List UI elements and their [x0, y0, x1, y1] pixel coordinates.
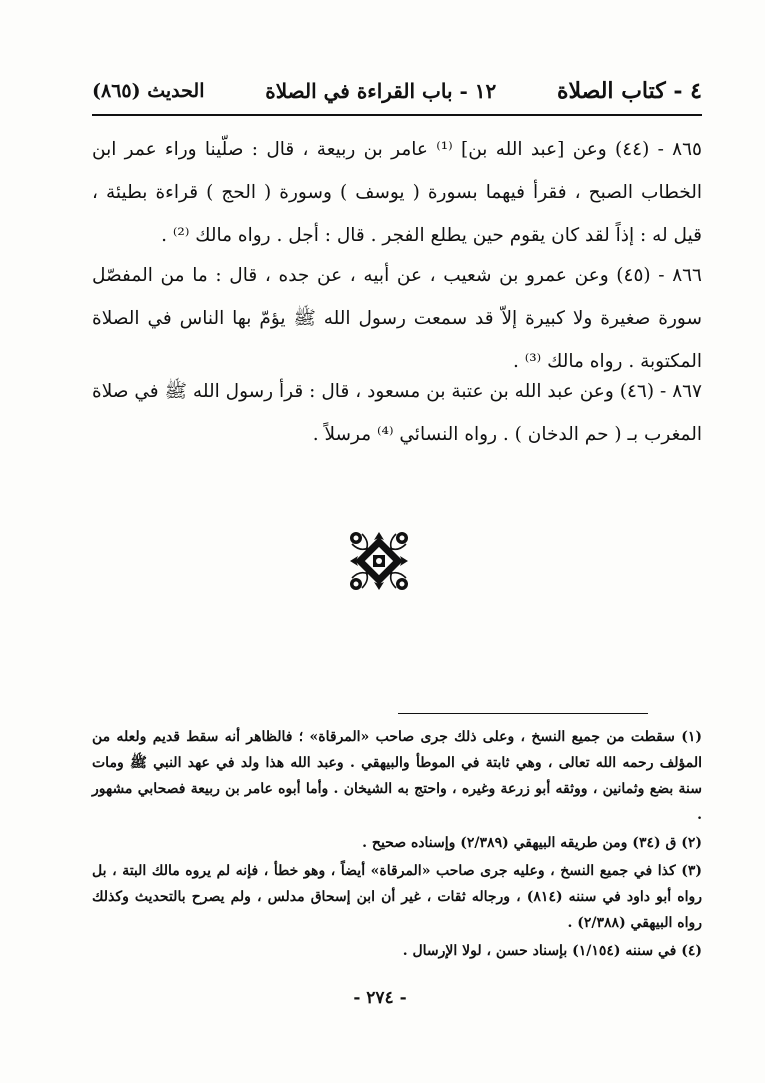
footnote-3: (٣) كذا في جميع النسخ ، وعليه جرى صاحب «المرقاة» أيضاً ، وهو خطأ ، فإنه لم يروه مالك البتة ، بل رواه أبو داود في سننه (٨١٤) ، ورجاله ثقات ، غير أن ابن إسحاق مدلس ، ولم يصرح بالتحديث وكذلك رواه البيهقي (٢/٣٨٨) .	[92, 863, 702, 931]
header-chapter-title: ١٢ - باب القراءة في الصلاة	[265, 79, 497, 103]
footnotes	[92, 724, 702, 966]
hadith-866: ٨٦٦ - (٤٥) وعن عمرو بن شعيب ، عن أبيه ، عن جده ، قال : ما من المفصّل سورة صغيرة ولا كبيرة إلاّ قد سمعت رسول الله ﷺ يؤمّ بها الناس في الصلاة المكتوبة . رواه مالك ⁽³⁾ .	[92, 265, 702, 372]
hadith-867: ٨٦٧ - (٤٦) وعن عبد الله بن عتبة بن مسعود ، قال : قرأ رسول الله ﷺ في صلاة المغرب بـ ( حم الدخان ) . رواه النسائي ⁽⁴⁾ مرسلاً .	[92, 381, 702, 445]
header-hadith-range: الحديث (٨٦٥)	[92, 80, 205, 102]
page-number: - ٢٧٤ -	[353, 988, 407, 1008]
footnote-divider	[398, 713, 648, 714]
floral-ornament-icon	[348, 530, 410, 592]
footnote-4: (٤) في سننه (١/١٥٤) بإسناد حسن ، لولا الإرسال .	[402, 943, 702, 959]
footnote-1: (١) سقطت من جميع النسخ ، وعلى ذلك جرى صاحب «المرقاة» ؛ فالظاهر أنه سقط قديم ولعله من المؤلف رحمه الله تعالى ، وهي ثابتة في الموطأ والبيهقي . وعبد الله هذا ولد في عهد النبي ﷺ ومات سنة بضع وثمانين ، ووثقه أبو زرعة وغيره ، واحتج به الشيخان . وأما أبوه عامر بن ربيعة فصحابي مشهور .	[92, 729, 702, 823]
header-book-title: ٤ - كتاب الصلاة	[556, 78, 702, 104]
running-header	[92, 70, 702, 112]
hadith-865: ٨٦٥ - (٤٤) وعن [عبد الله بن] ⁽¹⁾ عامر بن ربيعة ، قال : صلّينا وراء عمر ابن الخطاب الصبح ، فقرأ فيهما بسورة ( يوسف ) وسورة ( الحج ) قراءة بطيئة ، قيل له : إذاً لقد كان يقوم حين يطلع الفجر . قال : أجل . رواه مالك ⁽²⁾ .	[92, 139, 702, 246]
footnote-2: (٢) ق (٣٤) ومن طريقه البيهقي (٢/٣٨٩) وإسناده صحيح .	[362, 835, 702, 851]
header-divider	[92, 114, 702, 116]
